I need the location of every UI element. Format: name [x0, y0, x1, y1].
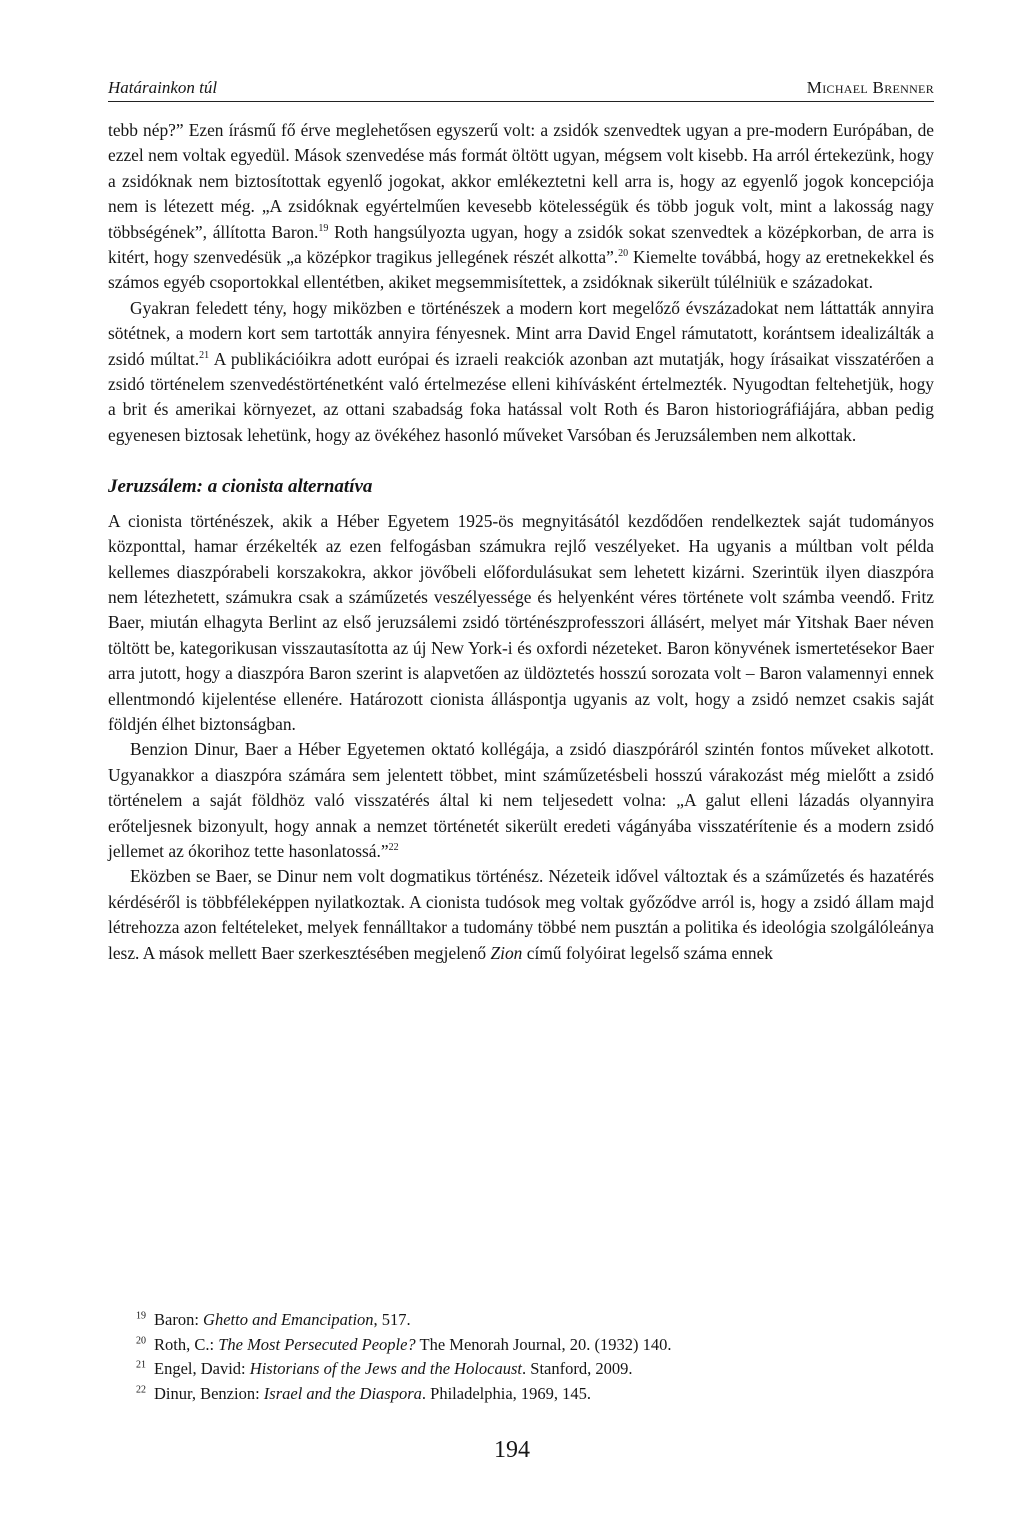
footnote-author: Roth, C.: — [154, 1334, 219, 1354]
text-run: című folyóirat legelső száma ennek — [522, 942, 774, 963]
footnote-details: . Stanford, 2009. — [522, 1359, 633, 1378]
footnote — [136, 1357, 856, 1382]
footnotes — [136, 1308, 856, 1406]
journal-title: Zion — [490, 942, 523, 963]
text-run: A publikációikra adott európai és izraeli reakciók azonban azt mutatják, hogy írásaikat visszatérően a zsidó történelem szenvedéstörténetként való értelmezése elleni kihívásként értelmezték. Nyugodtan feltehetjük, hogy a brit és amerikai környezet, az ottani szabadság foka hatással volt Roth és Baron historiográfiájára, abban pedig egyenesen biztosak lehetünk, hogy az övékéhez hasonló műveket Varsóban és Jeruzsálemben nem alkottak. — [108, 348, 934, 445]
paragraph-1 — [108, 118, 934, 296]
page-number: 194 — [494, 1437, 530, 1463]
footnote-number: 21 — [136, 1359, 146, 1371]
footnote-author: Baron: — [154, 1310, 204, 1329]
footnote-details: , 517. — [373, 1310, 411, 1329]
footnote — [136, 1308, 856, 1333]
header-author: Michael Brenner — [806, 78, 934, 97]
footnote-ref: 20 — [618, 248, 629, 260]
footnote-title: Ghetto and Emancipation — [203, 1310, 374, 1329]
footnote-title: Israel and the Diaspora — [263, 1383, 422, 1403]
paragraph-2 — [108, 296, 934, 448]
footnote — [136, 1382, 856, 1407]
footnote-ref: 22 — [388, 842, 399, 854]
footnote-title: Historians of the Jews and the Holocaust — [249, 1359, 523, 1378]
footnote-number: 22 — [136, 1384, 146, 1395]
footnote-author: Dinur, Benzion: — [154, 1383, 264, 1403]
footnote-number: 20 — [136, 1335, 146, 1346]
footnote-number: 19 — [136, 1310, 146, 1322]
text-run: tebb nép?” Ezen írásmű fő érve meglehetősen egyszerű volt: a zsidók szenvedtek ugyan a pre-modern Európában, de ezzel nem voltak egyedül. Mások szenvedése más formát öltött ugyan, mégsem volt kisebb. Ha arról értekezünk, hogy a zsidóknak nem biztosítottak egyenlő jogokat, akkor emlékeztetni kell arra is, hogy az egyenlő jogok koncepciója nem is létezett még. „A zsidóknak egyértelműen kevesebb kötelességük és több joguk volt, mint a lakosság nagy többségének”, állította Baron. — [108, 120, 934, 242]
running-header — [108, 78, 934, 102]
paragraph-4 — [108, 737, 934, 864]
paragraph-5 — [108, 864, 934, 966]
text-run: Gyakran feledett tény, hogy miközben e történészek a modern kort megelőző évszázadokat nem láttatták annyira sötétnek, a modern kort sem tartották annyira fényesnek. Mint arra David Engel rámutatott, korántsem idealizálták a zsidó múltat. — [108, 297, 934, 369]
text-run: Kiemelte továbbá, hogy az eretnekekkel és számos egyéb csoportokkal ellentétben, akiket megsemmisítettek, a zsidóknak sikerült túlélniük e századokat. — [108, 247, 935, 293]
page-body — [108, 78, 934, 966]
text-run: Benzion Dinur, Baer a Héber Egyetemen oktató kollégája, a zsidó diaszpóráról szintén fontos műveket alkotott. Ugyanakkor a diaszpóra számára sem jelentett többet, mint száműzetésbeli hosszú várakozást még mielőtt a zsidó történelem a saját földhöz való visszatérés által ki nem teljesedett volna: „A galut elleni lázadás olyannyira erőteljesnek bizonyult, hogy annak a nemzet történetét sikerült eredeti vágányába visszatérítenie és a modern zsidó jellemet az ókorihoz tette hasonlatossá.” — [108, 739, 934, 861]
footnote — [136, 1333, 856, 1358]
footnote-ref: 19 — [318, 222, 329, 234]
footnote-ref: 21 — [199, 349, 210, 361]
footnote-details: The Menorah Journal, 20. (1932) 140. — [415, 1334, 672, 1354]
header-book-title: Határainkon túl — [108, 78, 218, 97]
text-run: Eközben se Baer, se Dinur nem volt dogmatikus történész. Nézeteik idővel változtak és a száműzetés és hazatérés kérdéséről is többféleképpen nyilatkoztak. A cionista tudósok meg voltak győződve arról is, hogy a zsidó állam majd létrehozza azon feltételeket, melyek fennálltakor a tudomány többé nem pusztán a politika és ideológia szolgálóleánya lesz. A mások mellett Baer szerkesztésében megjelenő — [108, 866, 934, 963]
section-heading: Jeruzsálem: a cionista alternatíva — [108, 476, 373, 498]
footnote-details: . Philadelphia, 1969, 145. — [421, 1383, 592, 1403]
paragraph-3: A cionista történészek, akik a Héber Egyetem 1925-ös megnyitásától kezdődően rendelkeztek saját tudományos központtal, hamar érzékelték az ezen felfogásban számukra rejlő veszélyeket. Ha ugyanis a múltban volt példa kellemes diaszpórabeli korszakokra, akkor jövőbeli előfordulásukat sem lehetett kizárni. Szerintük ilyen diaszpóra nem létezhetett, számukra csak a száműzetés veszélyessége és helyenként véres története volt számba veendő. Fritz Baer, miután elhagyta Berlint az első jeruzsálemi zsidó történészprofesszori állásért, melyet már Yitshak Baer néven töltött be, kategorikusan visszautasította az új New York-i és oxfordi nézeteket. Baron könyvének ismertetésekor Baer arra jutott, hogy a diaszpóra Baron szerint is alapvetően az üldöztetés hosszú sorozata volt – Baron valamennyi ennek ellentmondó kijelentése ellenére. Határozott cionista álláspontja ugyanis az volt, hogy a zsidó nemzet csakis saját földjén élhet biztonságban. — [108, 510, 934, 734]
text-run: Roth hangsúlyozta ugyan, hogy a zsidók sokat szenvedtek a középkorban, de arra is kitért, hogy szenvedésük „a középkor tragikus jellegének részét alkotta”. — [108, 221, 934, 268]
main-text — [108, 118, 934, 966]
footnote-title: The Most Persecuted People? — [218, 1334, 416, 1354]
footnote-author: Engel, David: — [154, 1359, 250, 1378]
